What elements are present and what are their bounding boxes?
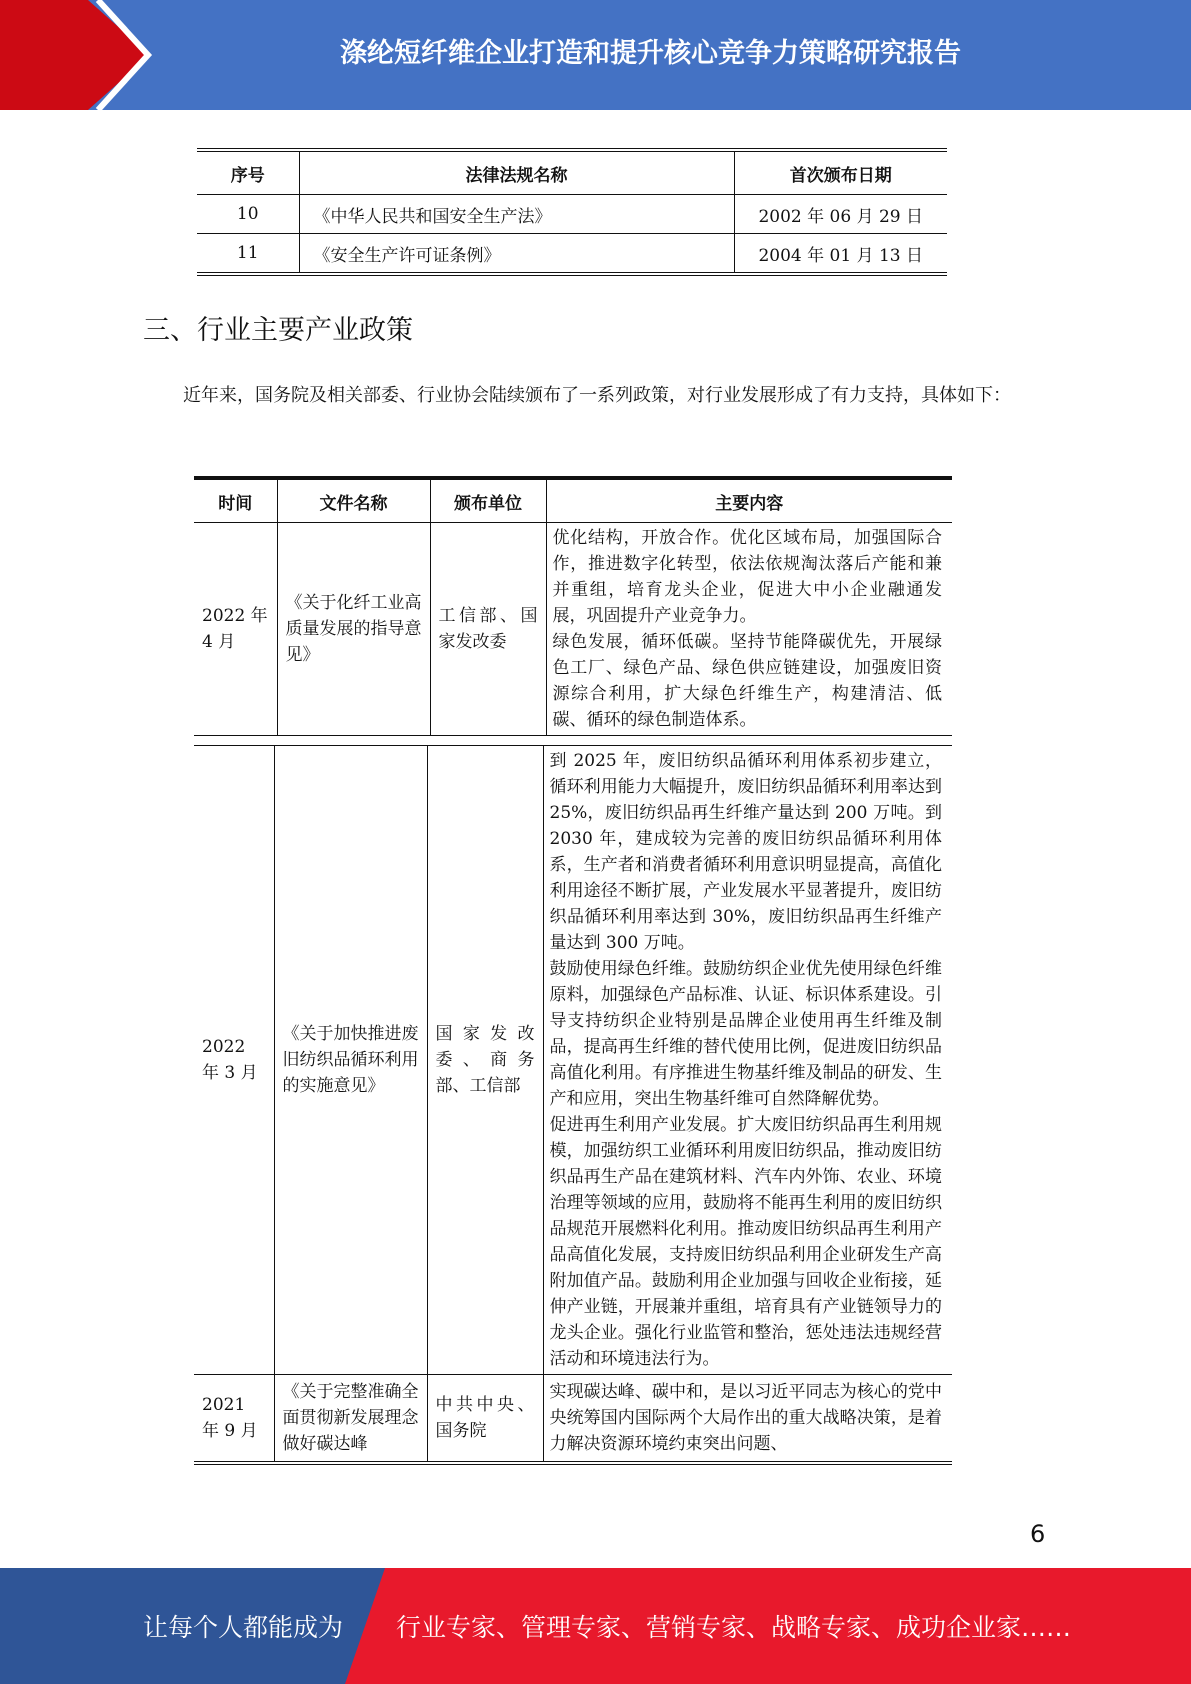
policy-table: [194, 476, 952, 736]
policy-table-continued: [194, 745, 952, 1465]
policy-time: 2022 年 4 月: [194, 523, 277, 736]
policy-time: 2022 年 3 月: [194, 746, 274, 1375]
content-paragraph: 促进再生利用产业发展。扩大废旧纺织品再生利用规模，加强纺织工业循环利用废旧纺织品，推动废旧纺织品再生产品在建筑材料、汽车内外饰、农业、环境治理等领域的应用，鼓励将不能再生利用的废旧纺织品规范开展燃料化利用。推动废旧纺织品再生利用产品高值化发展，支持废旧纺织品利用企业研发生产高附加值产品。鼓励利用企业加强与回收企业衔接，延伸产业链，开展兼并重组，培育具有产业链领导力的龙头企业。强化行业监管和整治，惩处违法违规经营活动和环境违法行为。: [549, 1115, 942, 1369]
policy-name: 《关于化纤工业高质量发展的指导意见》: [277, 523, 430, 736]
footer-slogan-right: 行业专家、管理专家、营销专家、战略专家、成功企业家……: [396, 1613, 1072, 1642]
law-date: 2002 年 06 月 29 日: [734, 195, 947, 234]
policy-content: [543, 1375, 952, 1464]
law-index: 11: [197, 234, 299, 275]
table-row: [194, 1375, 952, 1464]
table-row: [197, 195, 947, 234]
col-header-law-name: 法律法规名称: [299, 150, 734, 195]
content-paragraph: 优化结构，开放合作。优化区域布局，加强国际合作，推进数字化转型，依法依规淘汰落后产能和兼并重组，培育龙头企业，促进大中小企业融通发展，巩固提升产业竞争力。: [552, 528, 942, 626]
col-header-document: 文件名称: [277, 478, 430, 523]
content-paragraph: 绿色发展，循环低碳。坚持节能降碳优先，开展绿色工厂、绿色产品、绿色供应链建设，加强废旧资源综合利用，扩大绿色纤维生产，构建清洁、低碳、循环的绿色制造体系。: [552, 632, 942, 730]
table-row: [197, 234, 947, 275]
col-header-time: 时间: [194, 478, 277, 523]
col-header-issuer: 颁布单位: [430, 478, 546, 523]
policy-issuer: 中共中央、国务院: [427, 1375, 543, 1464]
table-row: [194, 746, 952, 1375]
policy-content: [546, 523, 952, 736]
law-table-header: [197, 150, 947, 195]
policy-name: 《关于加快推进废旧纺织品循环利用的实施意见》: [274, 746, 427, 1375]
footer-slogan-left: 让每个人都能成为: [143, 1613, 344, 1642]
section-heading: 三、行业主要产业政策: [143, 315, 413, 346]
col-header-index: 序号: [197, 150, 299, 195]
intro-paragraph: 近年来，国务院及相关部委、行业协会陆续颁布了一系列政策，对行业发展形成了有力支持，具体如下：: [183, 385, 1011, 406]
law-name: 《安全生产许可证条例》: [299, 234, 734, 275]
col-header-date: 首次颁布日期: [734, 150, 947, 195]
law-index: 10: [197, 195, 299, 234]
policy-time: 2021 年 9 月: [194, 1375, 274, 1464]
col-header-content: 主要内容: [546, 478, 952, 523]
law-date: 2004 年 01 月 13 日: [734, 234, 947, 275]
law-name: 《中华人民共和国安全生产法》: [299, 195, 734, 234]
policy-content: [543, 746, 952, 1375]
law-table: [197, 148, 947, 276]
page-header: [0, 0, 1191, 110]
policy-table-header: [194, 478, 952, 523]
content-paragraph: 实现碳达峰、碳中和，是以习近平同志为核心的党中央统筹国内国际两个大局作出的重大战略决策，是着力解决资源环境约束突出问题、: [549, 1382, 942, 1454]
page-footer: [0, 1568, 1191, 1684]
content-paragraph: 鼓励使用绿色纤维。鼓励纺织企业优先使用绿色纤维原料，加强绿色产品标准、认证、标识体系建设。引导支持纺织企业特别是品牌企业使用再生纤维及制品，提高再生纤维的替代使用比例，促进废旧纺织品高值化利用。有序推进生物基纤维及制品的研发、生产和应用，突出生物基纤维可自然降解优势。: [549, 959, 942, 1109]
policy-issuer: 国家发改委、商务部、工信部: [427, 746, 543, 1375]
page-number: 6: [1030, 1520, 1046, 1548]
report-title: 涤纶短纤维企业打造和提升核心竞争力策略研究报告: [340, 37, 961, 69]
table-row: [194, 523, 952, 736]
content-paragraph: 到 2025 年，废旧纺织品循环利用体系初步建立，循环利用能力大幅提升，废旧纺织品循环利用率达到 25%，废旧纺织品再生纤维产量达到 200 万吨。到 2030 年，建成较为完善的废旧纺织品循环利用体系，生产者和消费者循环利用意识明显提高，高值化利用途径不断扩展，产业发展水平显著提升，废旧纺织品循环利用率达到 30%，废旧纺织品再生纤维产量达到 300 万吨。: [549, 751, 942, 953]
policy-name: 《关于完整准确全面贯彻新发展理念做好碳达峰: [274, 1375, 427, 1464]
policy-issuer: 工信部、国家发改委: [430, 523, 546, 736]
